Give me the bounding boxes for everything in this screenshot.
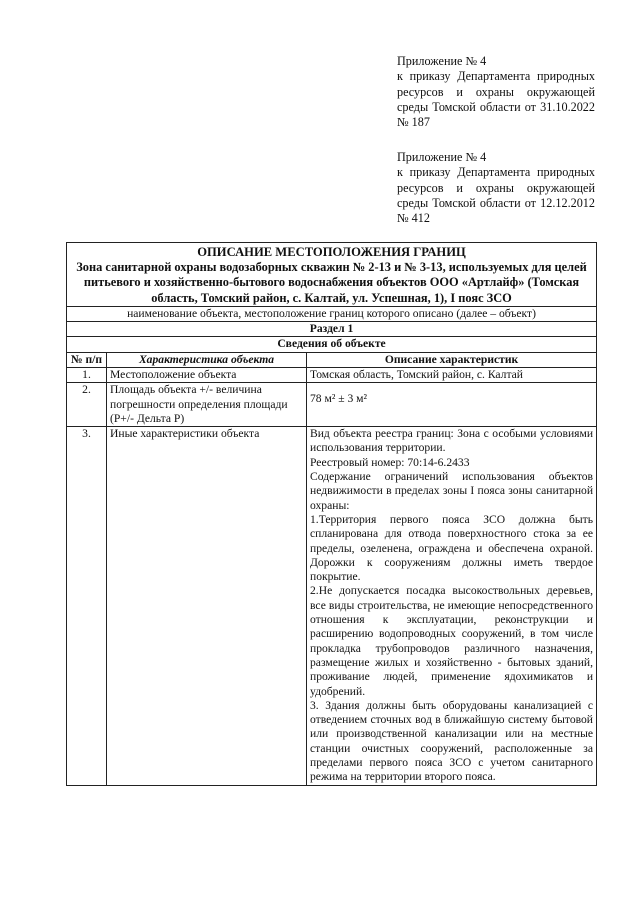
row-description	[307, 383, 597, 427]
section-title-row	[67, 337, 597, 352]
document-heading: ОПИСАНИЕ МЕСТОПОЛОЖЕНИЯ ГРАНИЦ	[197, 245, 466, 259]
appendix-title: Приложение № 4	[397, 54, 487, 68]
table-header-row	[67, 352, 597, 367]
area-value: 78 м² ± 3 м²	[310, 392, 367, 406]
row-description: Томская область, Томский район, с. Калтай	[307, 368, 597, 383]
row-characteristic: Иные характеристики объекта	[107, 427, 307, 785]
table-row	[67, 368, 597, 383]
description-paragraph: Вид объекта реестра границ: Зона с особыми условиями использования территории.	[310, 427, 594, 455]
appendix-note-1	[397, 54, 595, 130]
row-number: 2.	[67, 383, 107, 427]
table-row	[67, 383, 597, 427]
column-header-description: Описание характеристик	[307, 352, 597, 367]
column-header-characteristic: Характеристика объекта	[107, 352, 307, 367]
object-caption-row	[67, 306, 597, 321]
section-label: Раздел 1	[67, 322, 597, 337]
row-characteristic: Местоположение объекта	[107, 368, 307, 383]
row-description	[307, 427, 597, 785]
boundary-description-table	[66, 242, 597, 786]
object-caption: наименование объекта, местоположение границ которого описано (далее – объект)	[67, 306, 597, 321]
row-characteristic: Площадь объекта +/- величина погрешности определения площади (Р+/- Дельта Р)	[107, 383, 307, 427]
appendix-title: Приложение № 4	[397, 150, 487, 164]
description-paragraph: Содержание ограничений использования объектов недвижимости в пределах зоны I пояса зоны санитарной охраны:	[310, 470, 594, 512]
description-paragraph: Реестровый номер: 70:14-6.2433	[310, 455, 470, 469]
description-paragraph: 2.Не допускается посадка высокоствольных деревьев, все виды строительства, не имеющие непосредственного отношения к эксплуатации, реконструкции и расширению водопроводных сооружений, в том числе прокладка трубопроводов различного назначения, размещение жилых и хозяйственно - бытовых зданий, проживание людей, применение ядохимикатов и удобрений.	[310, 584, 594, 698]
section-title: Сведения об объекте	[67, 337, 597, 352]
document-heading-row	[67, 243, 597, 307]
row-number: 1.	[67, 368, 107, 383]
appendix-text: к приказу Департамента природных ресурсов и охраны окружающей среды Томской области от 12.12.2012 № 412	[397, 165, 595, 226]
row-number: 3.	[67, 427, 107, 785]
document-subheading: Зона санитарной охраны водозаборных скважин № 2-13 и № 3-13, используемых для целей питьевого и хозяйственно-бытового водоснабжения объектов ООО «Артлайф» (Томская область, Томский район, с. Калтай, ул. Успешная, 1), I пояс ЗСО	[76, 260, 587, 305]
appendix-text: к приказу Департамента природных ресурсов и охраны окружающей среды Томской области от 31.10.2022 № 187	[397, 69, 595, 130]
description-paragraph: 1.Территория первого пояса ЗСО должна быть спланирована для отвода поверхностного стока за ее пределы, озеленена, ограждена и обеспечена охраной. Дорожки к сооружениям должны иметь твердое покрытие.	[310, 512, 594, 584]
section-row	[67, 322, 597, 337]
appendix-note-2	[397, 150, 595, 226]
description-paragraph: 3. Здания должны быть оборудованы канализацией с отведением сточных вод в ближайшую систему бытовой или производственной канализации или на местные станции очистных сооружений, расположенные за пределами первого пояса ЗСО с учетом санитарного режима на территории второго пояса.	[310, 698, 594, 784]
document-heading-cell	[67, 243, 597, 307]
table-row	[67, 427, 597, 785]
column-header-num: № п/п	[67, 352, 107, 367]
